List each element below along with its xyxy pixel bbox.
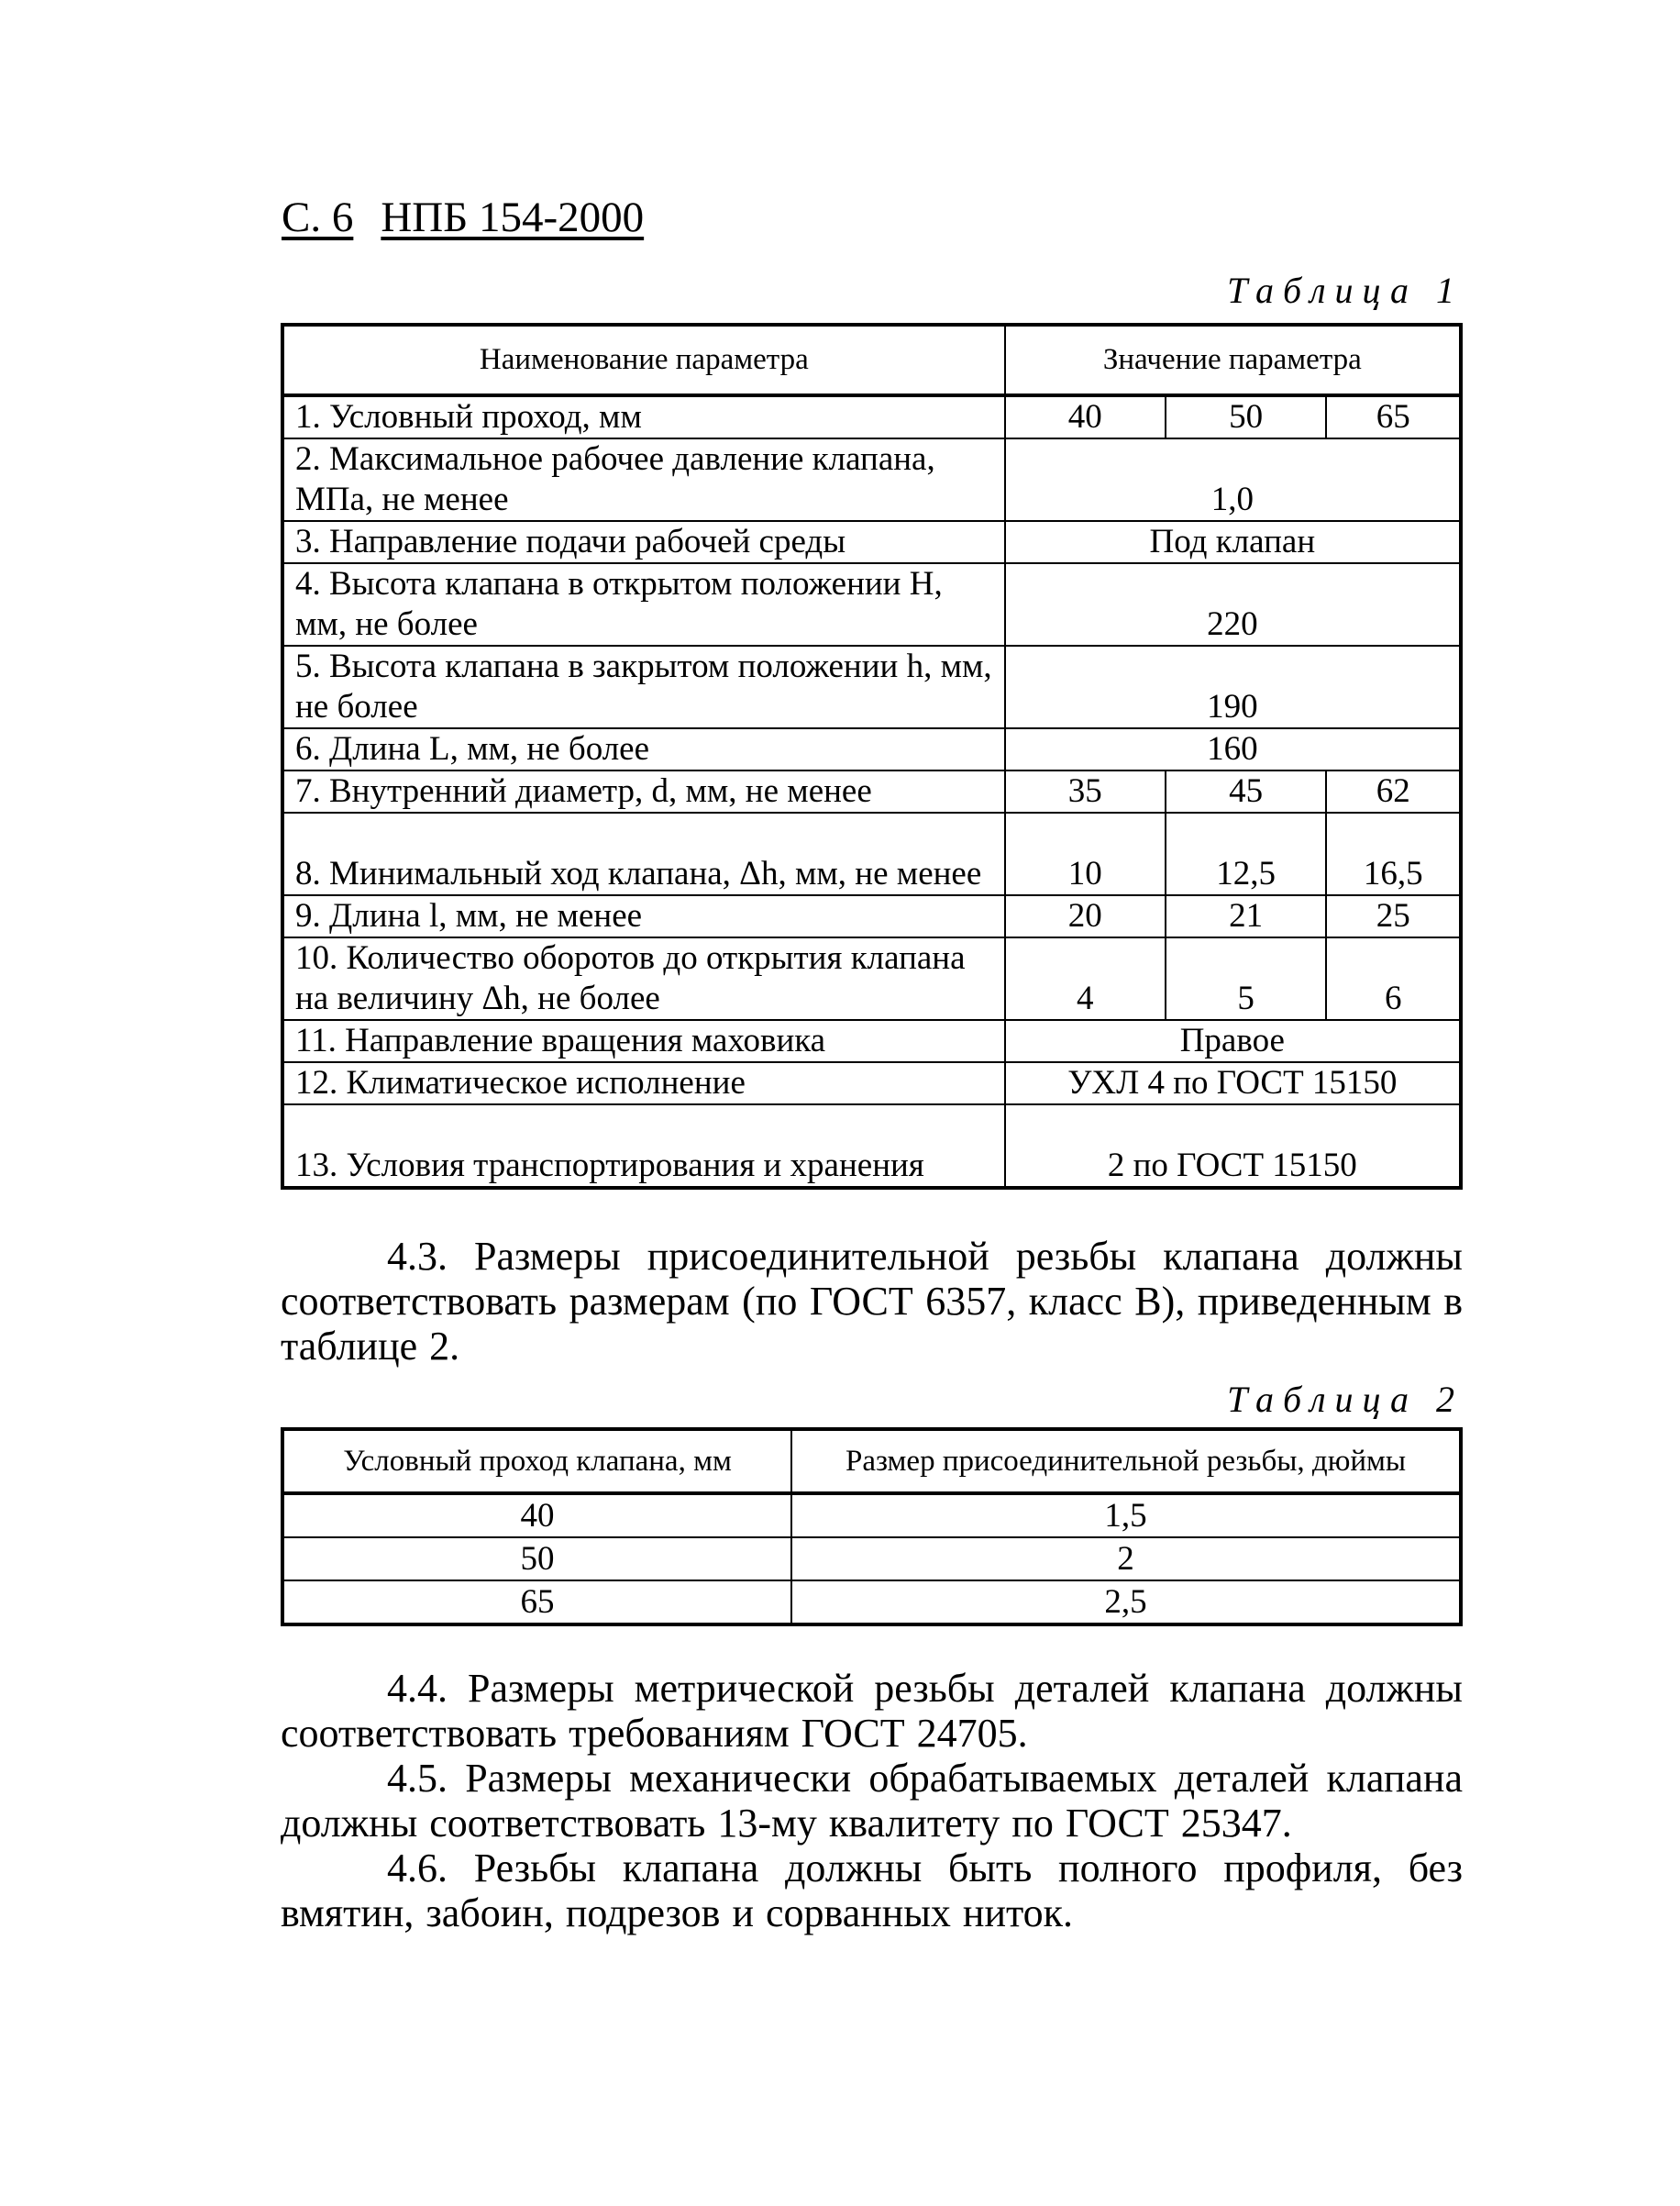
table-row	[282, 1493, 1461, 1537]
value-cell: 160	[1005, 728, 1461, 770]
param-cell: 6. Длина L, мм, не более	[282, 728, 1005, 770]
value-cell: УХЛ 4 по ГОСТ 15150	[1005, 1062, 1461, 1104]
value-cell: 12,5	[1166, 813, 1326, 895]
value-cell: 25	[1326, 895, 1461, 937]
param-cell: 7. Внутренний диаметр, d, мм, не менее	[282, 770, 1005, 813]
paragraph-4-5	[281, 1756, 1463, 1846]
value-cell: 45	[1166, 770, 1326, 813]
param-cell: 4. Высота клапана в открытом положении H, мм, не более	[282, 563, 1005, 646]
value-cell: 10	[1005, 813, 1166, 895]
table-row	[282, 1537, 1461, 1580]
table-row	[282, 395, 1461, 438]
value-cell: 220	[1005, 563, 1461, 646]
paragraph-4-4	[281, 1666, 1463, 1756]
value-cell: 65	[1326, 395, 1461, 438]
table-row	[282, 813, 1461, 895]
table-row	[282, 937, 1461, 1020]
paragraph-4-6	[281, 1846, 1463, 1935]
table-row	[282, 770, 1461, 813]
table-row	[282, 1580, 1461, 1624]
value-cell: 50	[1166, 395, 1326, 438]
table-row	[282, 521, 1461, 563]
value-cell: 1,0	[1005, 438, 1461, 521]
thread-cell: 1,5	[791, 1493, 1461, 1537]
header-parameter-name: Наименование параметра	[282, 325, 1005, 395]
table-1-header-row	[282, 325, 1461, 395]
table-2-header-row	[282, 1429, 1461, 1493]
page-header	[282, 193, 644, 242]
param-cell: 11. Направление вращения маховика	[282, 1020, 1005, 1062]
page-number: С. 6	[282, 194, 354, 241]
table-1-caption: Таблица 1	[1227, 270, 1464, 311]
paragraph-text: 4.5. Размеры механически обрабатываемых деталей клапана должны соответствовать 13-му квалитету по ГОСТ 25347.	[281, 1756, 1463, 1846]
value-cell: 20	[1005, 895, 1166, 937]
header-parameter-value: Значение параметра	[1005, 325, 1461, 395]
header-thread-size: Размер присоединительной резьбы, дюймы	[791, 1429, 1461, 1493]
table-row	[282, 1104, 1461, 1188]
value-cell: 2 по ГОСТ 15150	[1005, 1104, 1461, 1188]
paragraph-text: 4.4. Размеры метрической резьбы деталей клапана должны соответствовать требованиям ГОСТ 24705.	[281, 1666, 1463, 1756]
param-cell: 10. Количество оборотов до открытия клапана на величину Δh, не более	[282, 937, 1005, 1020]
table-2-caption: Таблица 2	[1227, 1379, 1464, 1420]
value-cell: 62	[1326, 770, 1461, 813]
table-row	[282, 895, 1461, 937]
param-cell: 9. Длина l, мм, не менее	[282, 895, 1005, 937]
paragraph-text: 4.3. Размеры присоединительной резьбы клапана должны соответствовать размерам (по ГОСТ 6357, класс В), приведенным в таблице 2.	[281, 1234, 1463, 1369]
value-cell: 5	[1166, 937, 1326, 1020]
table-row	[282, 1062, 1461, 1104]
param-cell: 2. Максимальное рабочее давление клапана, МПа, не менее	[282, 438, 1005, 521]
header-nominal-bore: Условный проход клапана, мм	[282, 1429, 791, 1493]
table-row	[282, 438, 1461, 521]
param-cell: 12. Климатическое исполнение	[282, 1062, 1005, 1104]
bore-cell: 65	[282, 1580, 791, 1624]
value-cell: 35	[1005, 770, 1166, 813]
value-cell: Правое	[1005, 1020, 1461, 1062]
value-cell: 4	[1005, 937, 1166, 1020]
param-cell: 3. Направление подачи рабочей среды	[282, 521, 1005, 563]
table-2	[281, 1427, 1463, 1626]
paragraph-text: 4.6. Резьбы клапана должны быть полного профиля, без вмятин, забоин, подрезов и сорванных ниток.	[281, 1846, 1463, 1935]
value-cell: 190	[1005, 646, 1461, 728]
param-cell: 13. Условия транспортирования и хранения	[282, 1104, 1005, 1188]
table-1	[281, 323, 1463, 1190]
bore-cell: 50	[282, 1537, 791, 1580]
paragraph-4-3	[281, 1234, 1463, 1369]
value-cell: 6	[1326, 937, 1461, 1020]
bore-cell: 40	[282, 1493, 791, 1537]
thread-cell: 2	[791, 1537, 1461, 1580]
param-cell: 8. Минимальный ход клапана, Δh, мм, не менее	[282, 813, 1005, 895]
value-cell: 40	[1005, 395, 1166, 438]
document-code: НПБ 154-2000	[381, 194, 645, 241]
table-row	[282, 728, 1461, 770]
table-row	[282, 563, 1461, 646]
param-cell: 1. Условный проход, мм	[282, 395, 1005, 438]
value-cell: 16,5	[1326, 813, 1461, 895]
thread-cell: 2,5	[791, 1580, 1461, 1624]
table-row	[282, 1020, 1461, 1062]
param-cell: 5. Высота клапана в закрытом положении h, мм, не более	[282, 646, 1005, 728]
value-cell: Под клапан	[1005, 521, 1461, 563]
value-cell: 21	[1166, 895, 1326, 937]
table-row	[282, 646, 1461, 728]
